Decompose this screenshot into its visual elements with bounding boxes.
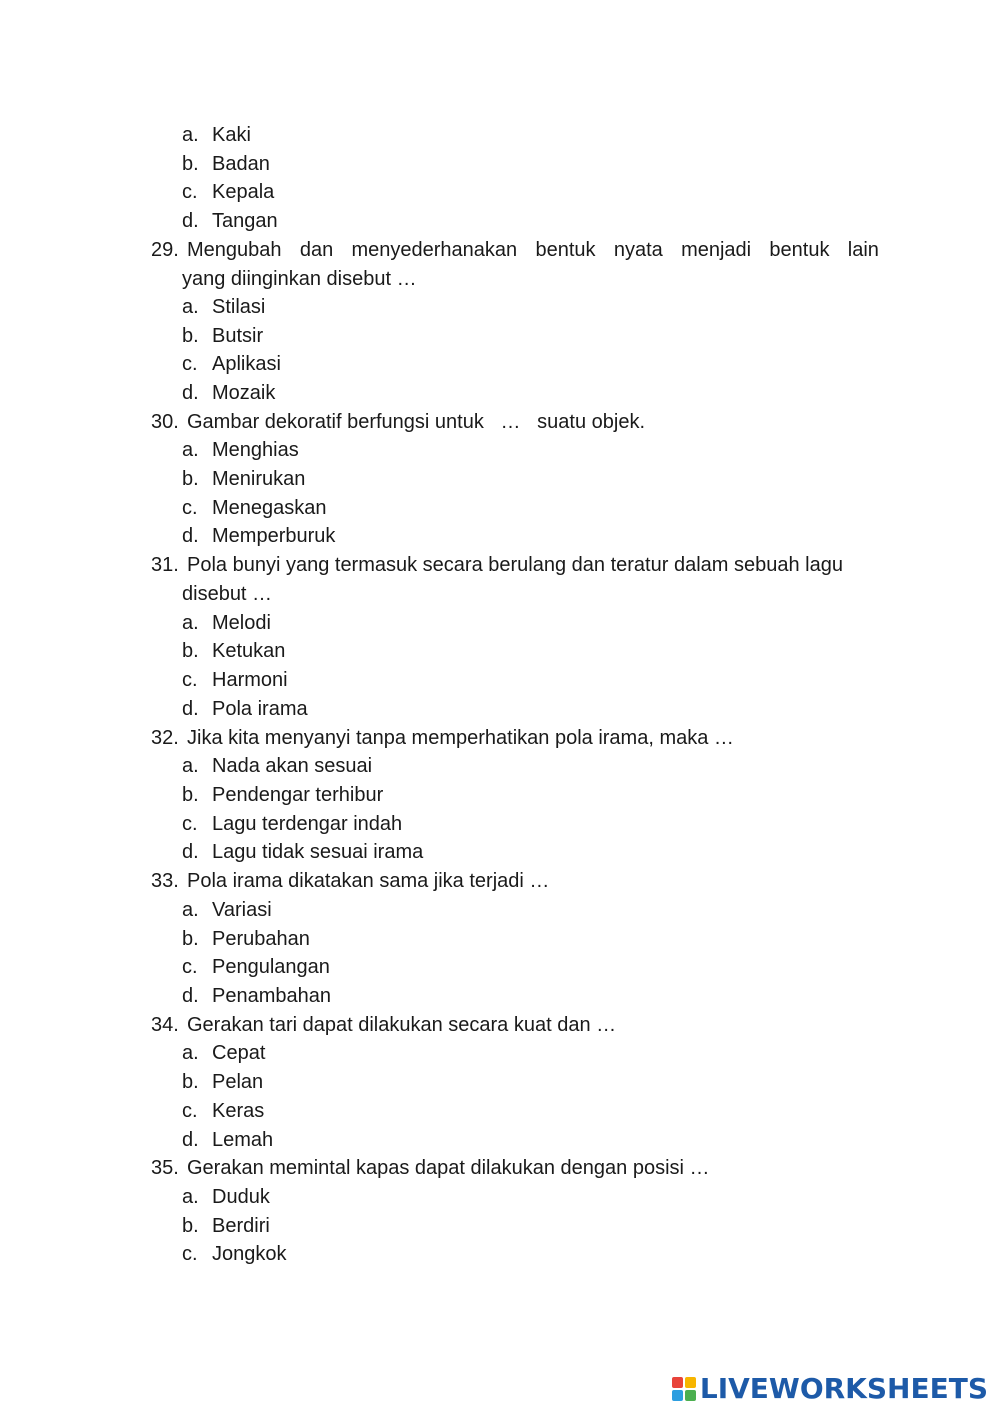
question-text: Gerakan memintal kapas dapat dilakukan dengan posisi … [187,1157,710,1179]
question-number: 32. [151,727,179,749]
option-text: Kaki [212,124,251,146]
liveworksheets-logo-icon [672,1377,696,1401]
question-text: Gambar dekoratif berfungsi untuk … suatu objek. [187,411,646,433]
option-text: Lagu tidak sesuai irama [212,841,424,863]
option-text: Memperburuk [212,525,336,547]
option-a[interactable]: a. Melodi [182,612,271,634]
option-d[interactable]: d. Tangan [182,210,278,232]
option-d[interactable]: d. Pola irama [182,698,308,720]
option-text: Mozaik [212,382,276,404]
question-number: 30. [151,411,179,433]
option-a[interactable]: a. Kaki [182,124,251,146]
question-number: 35. [151,1157,179,1179]
option-b[interactable]: b. Pelan [182,1071,264,1093]
option-text: Badan [212,153,270,175]
option-a[interactable]: a. Menghias [182,439,299,461]
liveworksheets-watermark [672,1374,988,1404]
option-text: Stilasi [212,296,266,318]
option-c[interactable]: c. Lagu terdengar indah [182,813,403,835]
option-c[interactable]: c. Pengulangan [182,956,330,978]
option-text: Menirukan [212,468,306,490]
option-b[interactable]: b. Pendengar terhibur [182,784,384,806]
question-30 [151,408,645,436]
question-number: 29. [151,239,179,261]
option-text: Harmoni [212,669,288,691]
question-text: Gerakan tari dapat dilakukan secara kuat dan … [187,1014,617,1036]
question-29 [151,236,187,264]
option-text: Melodi [212,612,271,634]
question-text: Jika kita menyanyi tanpa memperhatikan pola irama, maka … [187,727,734,749]
question-number: 31. [151,554,179,576]
option-text: Pelan [212,1071,264,1093]
option-text: Duduk [212,1186,270,1208]
option-b[interactable]: b. Ketukan [182,640,286,662]
option-text: Pendengar terhibur [212,784,384,806]
option-d[interactable]: d. Lemah [182,1129,274,1151]
option-text: Variasi [212,899,272,921]
option-a[interactable]: a. Stilasi [182,296,266,318]
option-d[interactable]: d. Mozaik [182,382,276,404]
option-a[interactable]: a. Duduk [182,1186,270,1208]
option-text: Butsir [212,325,264,347]
option-c[interactable]: c. Keras [182,1100,265,1122]
question-text: Pola irama dikatakan sama jika terjadi … [187,870,550,892]
option-text: Cepat [212,1042,266,1064]
option-text: Tangan [212,210,278,232]
option-text: Nada akan sesuai [212,755,373,777]
question-31 [151,551,843,579]
option-d[interactable]: d. Memperburuk [182,525,336,547]
question-31-line2: disebut … [182,583,273,605]
option-text: Menghias [212,439,299,461]
option-b[interactable]: b. Berdiri [182,1215,270,1237]
option-a[interactable]: a. Cepat [182,1042,266,1064]
question-35 [151,1154,710,1182]
option-b[interactable]: b. Butsir [182,325,264,347]
option-text: Penambahan [212,985,331,1007]
option-text: Berdiri [212,1215,270,1237]
option-d[interactable]: d. Penambahan [182,985,331,1007]
option-b[interactable]: b. Menirukan [182,468,306,490]
question-text: Pola bunyi yang termasuk secara berulang dan teratur dalam sebuah lagu [187,554,843,576]
option-c[interactable]: c. Menegaskan [182,497,327,519]
option-text: Lemah [212,1129,274,1151]
option-text: Kepala [212,181,275,203]
question-number: 34. [151,1014,179,1036]
option-text: Lagu terdengar indah [212,813,403,835]
question-33 [151,867,549,895]
option-text: Menegaskan [212,497,327,519]
option-a[interactable]: a. Nada akan sesuai [182,755,373,777]
option-c[interactable]: c. Kepala [182,181,275,203]
question-34 [151,1011,616,1039]
option-c[interactable]: c. Aplikasi [182,353,281,375]
option-d[interactable]: d. Lagu tidak sesuai irama [182,841,424,863]
option-b[interactable]: b. Badan [182,153,270,175]
option-text: Ketukan [212,640,286,662]
option-text: Pola irama [212,698,308,720]
question-29-line2: yang diinginkan disebut … [182,268,417,290]
option-b[interactable]: b. Perubahan [182,928,310,950]
option-a[interactable]: a. Variasi [182,899,272,921]
question-number: 33. [151,870,179,892]
option-c[interactable]: c. Jongkok [182,1243,287,1265]
option-text: Jongkok [212,1243,287,1265]
question-29-line1: Mengubah dan menyederhanakan bentuk nyata menjadi bentuk lain [187,239,879,261]
watermark-text: LIVEWORKSHEETS [699,1372,988,1405]
option-text: Perubahan [212,928,310,950]
option-text: Keras [212,1100,265,1122]
option-text: Pengulangan [212,956,330,978]
question-32 [151,724,734,752]
option-c[interactable]: c. Harmoni [182,669,288,691]
option-text: Aplikasi [212,353,281,375]
